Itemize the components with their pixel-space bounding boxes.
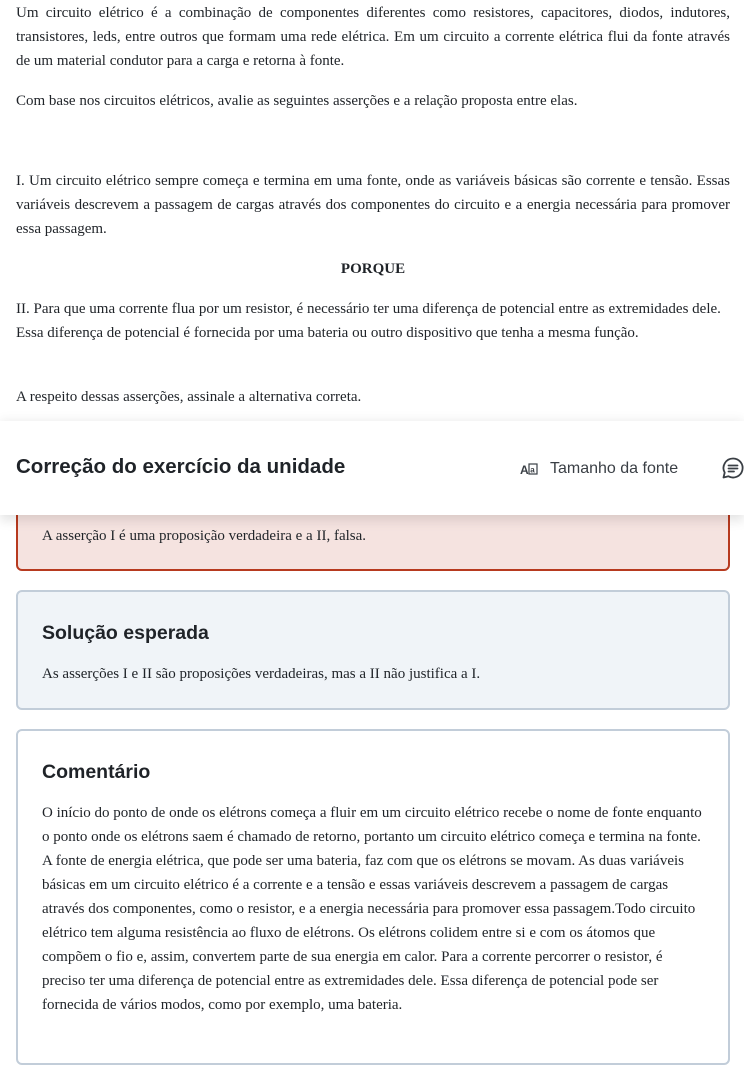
svg-text:A: A [520, 463, 529, 476]
svg-text:a: a [530, 465, 535, 475]
comment-heading: Comentário [42, 761, 151, 783]
expected-solution-text: As asserções I e II são proposições verdadeiras, mas a II não justifica a I. [42, 666, 481, 682]
font-size-label: Tamanho da fonte [550, 460, 679, 477]
question-instruction: Com base nos circuitos elétricos, avalie as seguintes asserções e a relação proposta entre elas. [16, 93, 578, 109]
assertion-two: II. Para que uma corrente flua por um resistor, é necessário ter uma diferença de potencial entre as extremidades dele. Essa diferença de potencial é fornecida por uma bateria ou outro dispositivo que tenha a mesma função. [16, 301, 721, 341]
page-title: Correção do exercício da unidade [16, 455, 346, 478]
expected-solution-heading: Solução esperada [42, 622, 209, 644]
expected-solution-card [16, 590, 730, 710]
selected-answer-text: A asserção I é uma proposição verdadeira e a II, falsa. [42, 528, 367, 544]
question-intro: Um circuito elétrico é a combinação de componentes diferentes como resistores, capacitores, diodos, indutores, transistores, leds, entre outros que formam uma rede elétrica. Em um circuito a corrente elétrica flui da fonte através de um material condutor para a carga e retorna à fonte. [16, 5, 730, 69]
comment-text: O início do ponto de onde os elétrons começa a fluir em um circuito elétrico recebe o nome de fonte enquanto o ponto onde os elétrons saem é chamado de retorno, portanto um circuito elétrico começa e termina na fonte. A fonte de energia elétrica, que pode ser uma bateria, faz com que os elétrons se movam. As duas variáveis básicas em um circuito elétrico é a corrente e a tensão e essas variáveis descrevem a passagem de cargas através dos componentes, como o resistor, e a energia necessária para promover essa passagem.Todo circuito elétrico tem alguma resistência ao fluxo de elétrons. Os elétrons colidem entre si e com os átomos que compõem o fio e, assim, convertem parte de sua energia em calor. Para a corrente percorrer o resistor, é preciso ter uma diferença de potencial entre as extremidades dele. Essa diferença de potencial pode ser fornecida de vários modos, como por exemplo, uma bateria. [42, 805, 702, 1013]
comment-card [16, 729, 730, 1065]
assertion-one: I. Um circuito elétrico sempre começa e termina em uma fonte, onde as variáveis básicas são corrente e tensão. Essas variáveis descrevem a passagem de cargas através dos componentes do circuito e a energia necessária para promover essa passagem. [16, 173, 730, 237]
question-prompt: A respeito dessas asserções, assinale a alternativa correta. [16, 389, 362, 405]
correction-header [0, 421, 744, 515]
font-size-icon [520, 462, 538, 476]
porque-connector: PORQUE [340, 261, 406, 277]
font-size-button[interactable] [520, 457, 678, 481]
chat-icon[interactable] [721, 456, 744, 480]
